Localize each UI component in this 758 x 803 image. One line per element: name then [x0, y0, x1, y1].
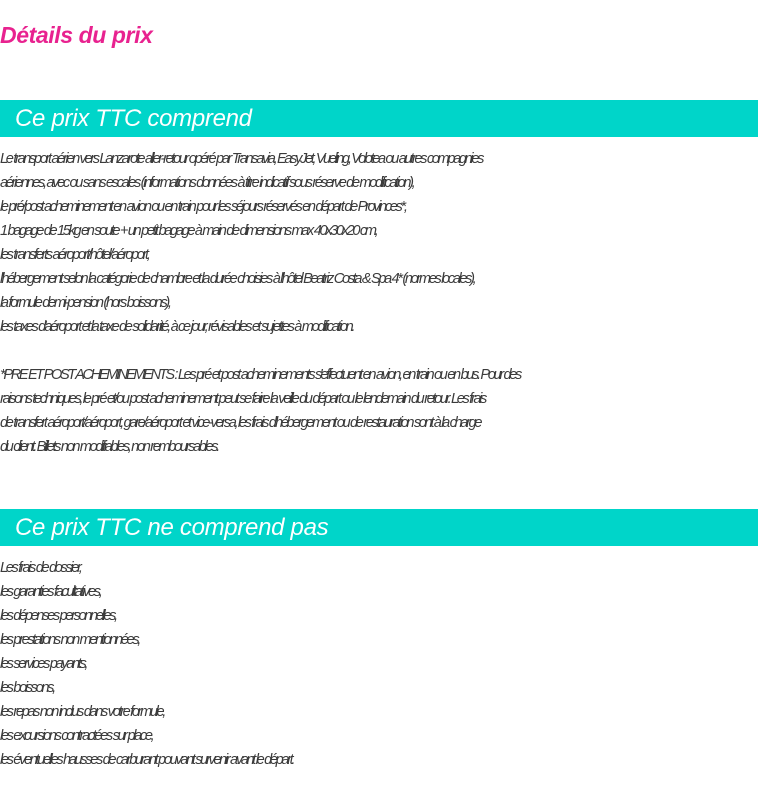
excludes-item: les boissons, [0, 680, 54, 696]
note-line: de transfert aéroport/aéroport, gare/aéroport et vice-versa, les frais d'hébergement ou de restauration sont à la charge [0, 415, 481, 431]
note-line: raisons techniques, le pré et/ou post acheminement peut se faire la veille du départ ou le lendemain du retour. Les frais [0, 391, 485, 407]
includes-list [0, 147, 758, 339]
includes-item: la formule demi-pension (hors boissons), [0, 295, 170, 311]
includes-heading: Ce prix TTC comprend [15, 105, 252, 132]
excludes-item: les éventuelles hausses de carburant pouvant survenir avant le départ. [0, 752, 294, 768]
excludes-item: les excursions contractées sur place, [0, 728, 153, 744]
excludes-item: les repas non inclus dans votre formule, [0, 704, 164, 720]
page-title: Détails du prix [0, 22, 153, 48]
includes-item: 1 bagage de 15kg en soute + un petit bagage à main de dimensions max 40x30x20 cm, [0, 223, 377, 239]
note-line: du client. Billets non modifiables, non remboursables. [0, 439, 218, 455]
excludes-item: les dépenses personnelles, [0, 608, 116, 624]
acheminements-note [0, 363, 758, 459]
excludes-section-header [0, 509, 758, 546]
includes-item: aériennes, avec ou sans escales (informations données à titre indicatif sous réserve de modification), [0, 175, 414, 191]
note-line: *PRE ET POST ACHEMINEMENTS : Les pré et post acheminements s'effectuent en avion, en train ou en bus. Pour des [0, 367, 521, 383]
includes-item: les taxes d'aéroport et la taxe de solidarité, à ce jour, révisables et sujettes à modification. [0, 319, 354, 335]
includes-item: l'hébergement selon la catégorie de chambre et la durée choisies à l'hôtel Beatriz Costa & Spa 4* (normes locales), [0, 271, 475, 287]
excludes-item: Les frais de dossier, [0, 560, 81, 576]
excludes-item: les garanties facultatives, [0, 584, 101, 600]
includes-item: le pré/post acheminement en avion ou en train pour les séjours réservés en départ de Provinces*, [0, 199, 406, 215]
excludes-list [0, 556, 758, 772]
includes-item: les transferts aéroport/hôtel/aéroport, [0, 247, 149, 263]
excludes-item: les prestations non mentionnées, [0, 632, 139, 648]
excludes-item: les services payants, [0, 656, 87, 672]
includes-section-header [0, 100, 758, 137]
includes-item: Le transport aérien vers Lanzarote aller-retour opéré par Transavia, EasyJet, Vueling, Volotea ou autres compagnies [0, 151, 483, 167]
excludes-heading: Ce prix TTC ne comprend pas [15, 514, 329, 541]
